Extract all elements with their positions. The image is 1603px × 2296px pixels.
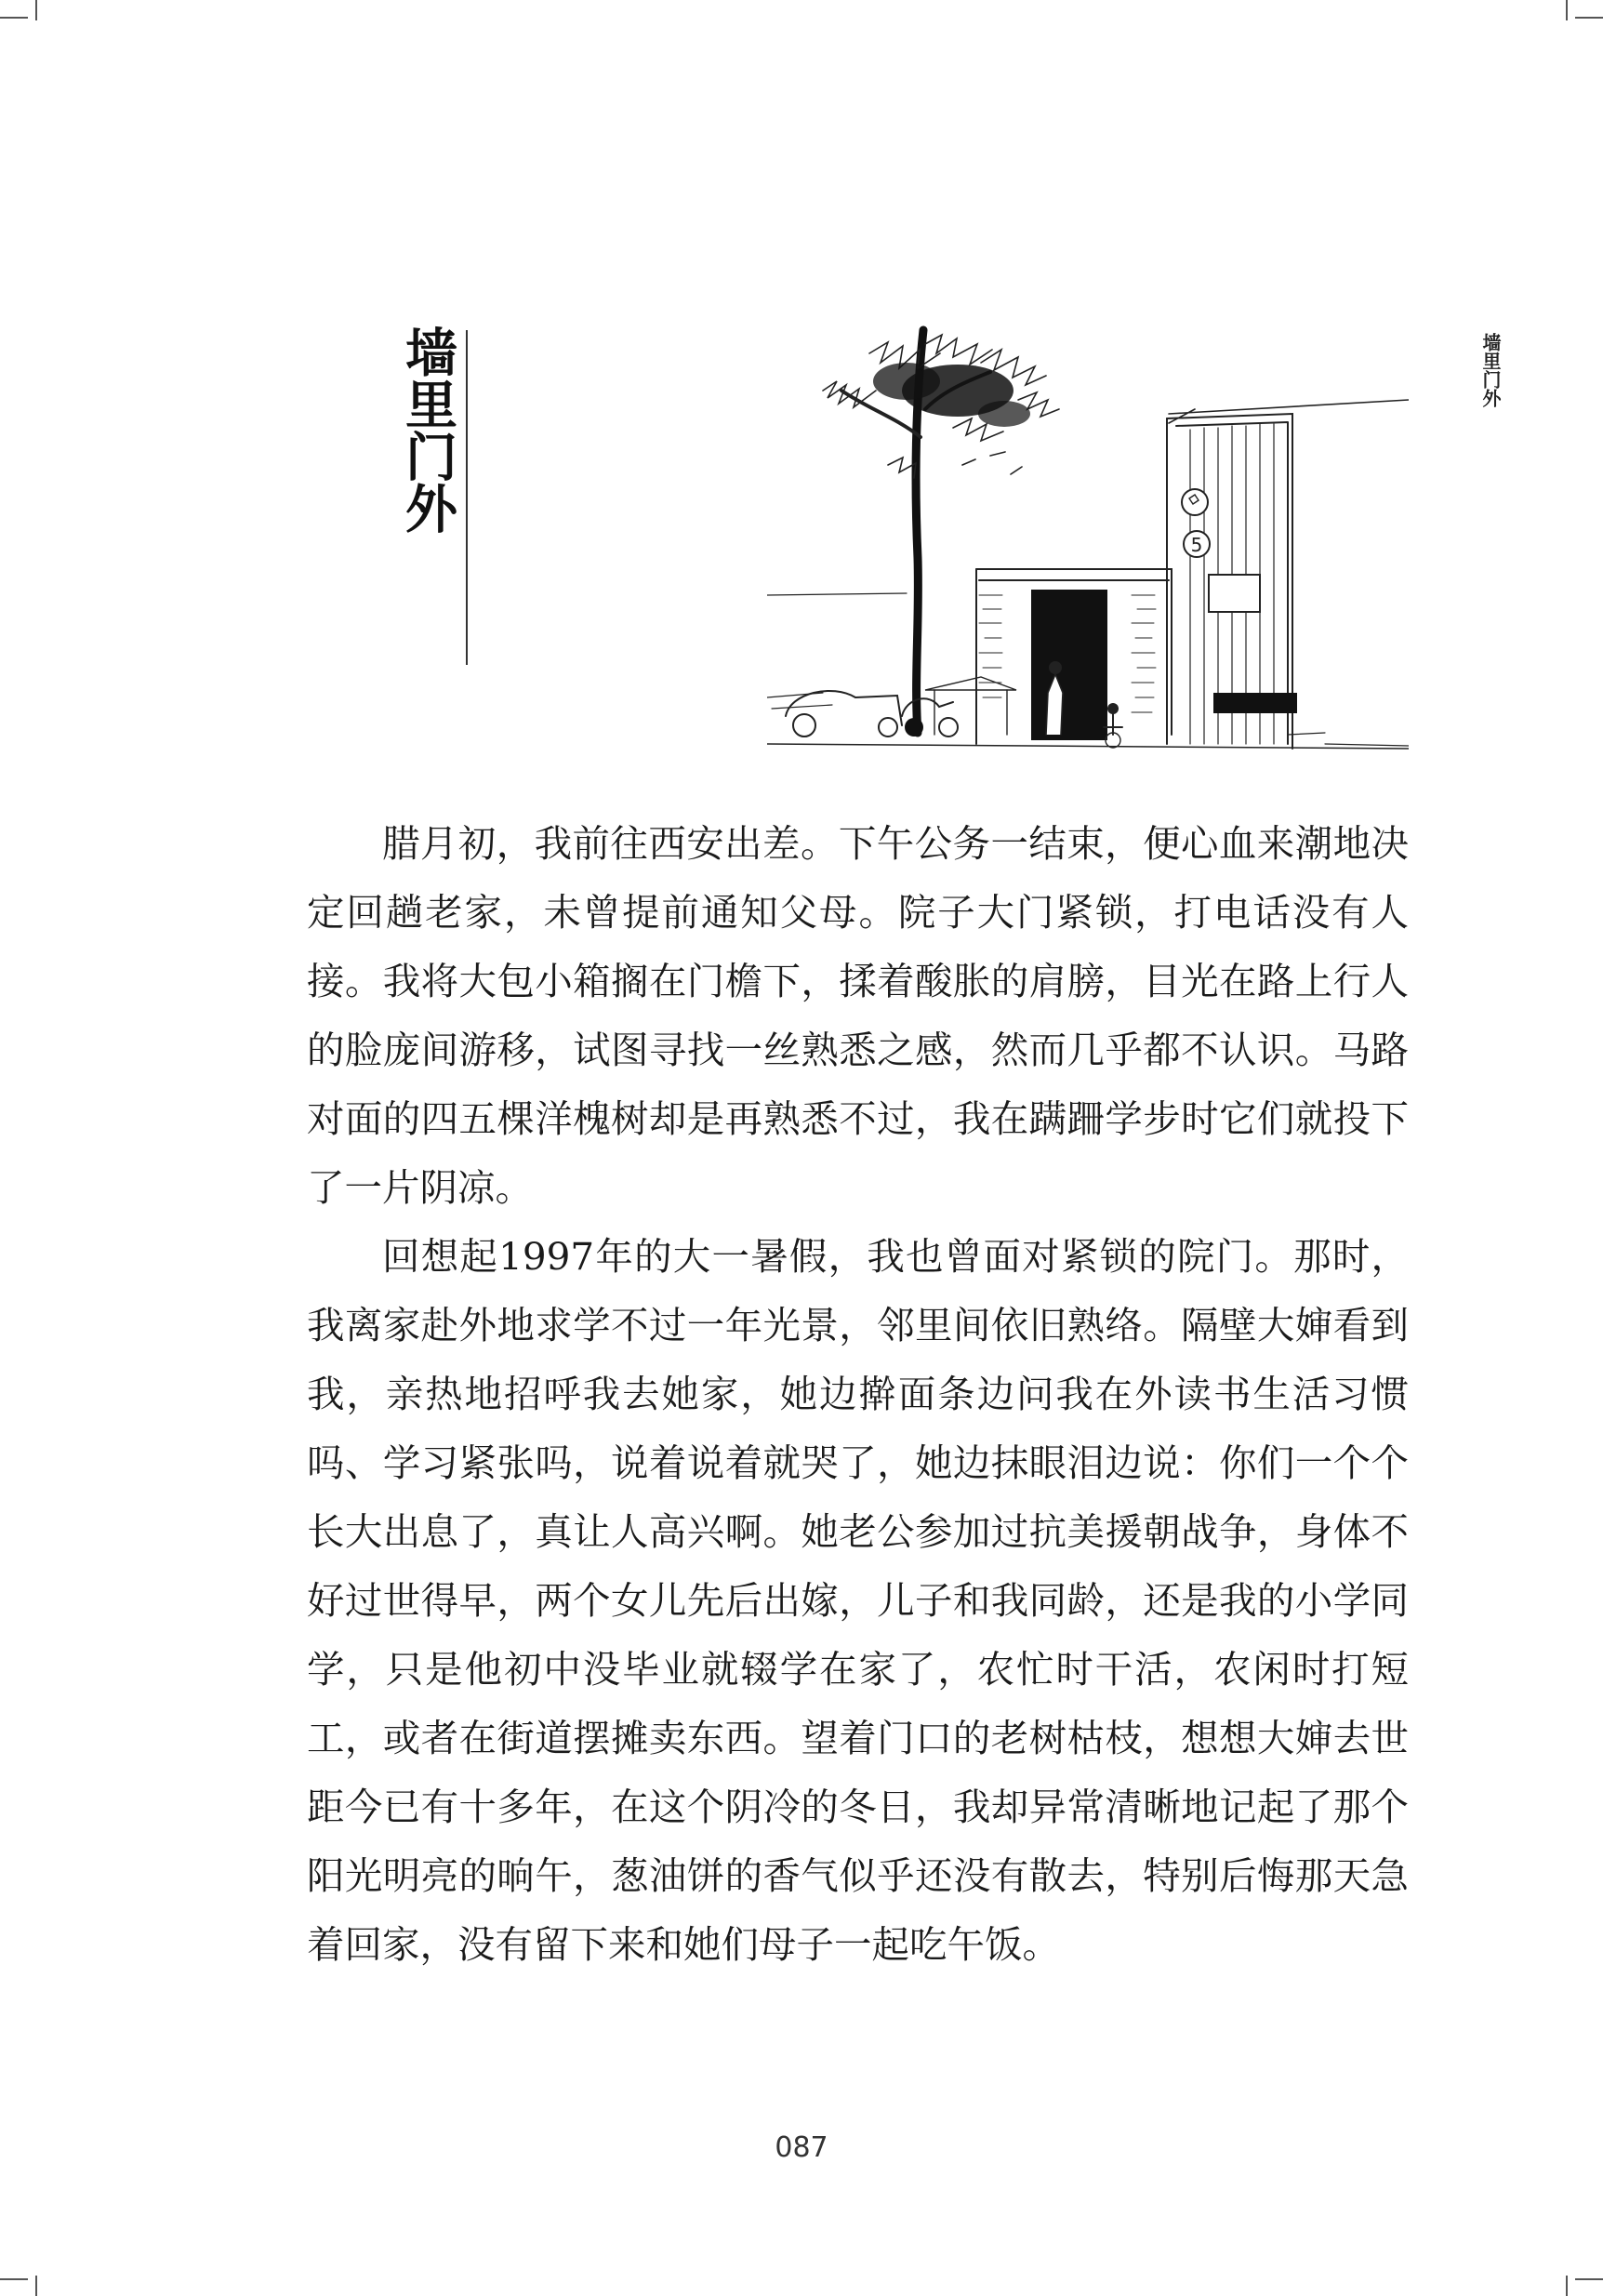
crop-mark xyxy=(1566,2276,1568,2296)
chapter-title: 墙里门外 xyxy=(397,325,457,534)
crop-mark xyxy=(1575,17,1603,19)
title-divider xyxy=(466,330,468,665)
crop-mark xyxy=(0,2278,28,2280)
crop-mark xyxy=(35,2276,37,2296)
running-head: 墙里门外 xyxy=(1479,333,1502,407)
gate-number: 5 xyxy=(1190,534,1203,556)
paragraph: 腊月初，我前往西安出差。下午公务一结束，便心血来潮地决定回趟老家，未曾提前通知父母。院子大门紧锁，打电话没有人接。我将大包小箱搁在门檐下，揉着酸胀的肩膀，目光在路上行人的脸庞间游移，试图寻找一丝熟悉之感，然而几乎都不认识。马路对面的四五棵洋槐树却是再熟悉不过，我在蹒跚学步时它们就投下了一片阴凉。 xyxy=(307,821,1409,1210)
crop-mark xyxy=(0,17,28,19)
body-text xyxy=(307,809,1409,1979)
crop-mark xyxy=(1575,2278,1603,2280)
courtyard-gate-sketch xyxy=(767,325,1409,753)
page-number: 087 xyxy=(775,2131,828,2164)
crop-mark xyxy=(1566,0,1568,20)
crop-mark xyxy=(35,0,37,20)
paragraph: 回想起1997年的大一暑假，我也曾面对紧锁的院门。那时，我离家赴外地求学不过一年光景，邻里间依旧熟络。隔壁大婶看到我，亲热地招呼我去她家，她边擀面条边问我在外读书生活习惯吗、学习紧张吗，说着说着就哭了，她边抹眼泪边说：你们一个个长大出息了，真让人高兴啊。她老公参加过抗美援朝战争，身体不好过世得早，两个女儿先后出嫁，儿子和我同龄，还是我的小学同学，只是他初中没毕业就辍学在家了，农忙时干活，农闲时打短工，或者在街道摆摊卖东西。望着门口的老树枯枝，想想大婶去世距今已有十多年，在这个阴冷的冬日，我却异常清晰地记起了那个阳光明亮的晌午，葱油饼的香气似乎还没有散去，特别后悔那天急着回家，没有留下来和她们母子一起吃午饭。 xyxy=(307,1234,1409,1967)
